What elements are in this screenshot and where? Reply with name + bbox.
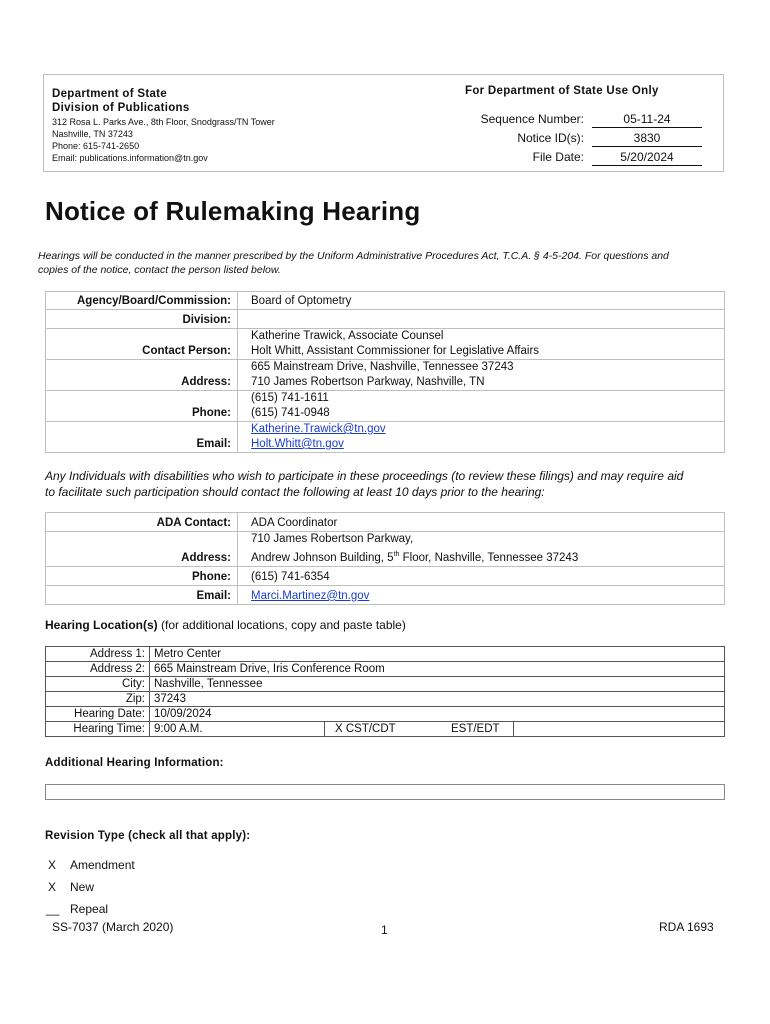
additional-info-field[interactable]: [45, 784, 725, 800]
intro-line-1: Hearings will be conducted in the manner prescribed by the Uniform Administrative Procedures Act, T.C.A. § 4-5-204. For questions and: [38, 250, 669, 262]
publications-header-box: [43, 74, 724, 172]
email-link-1[interactable]: Katherine.Trawick@tn.gov: [251, 423, 386, 435]
dept-email: Email: publications.information@tn.gov: [52, 153, 208, 163]
ada-email-label: Email:: [46, 585, 238, 604]
agency-value: Board of Optometry: [238, 292, 725, 310]
ada-address-line-2: [251, 547, 718, 566]
phone-value: [238, 391, 725, 422]
revision-new[interactable]: [48, 880, 94, 894]
hearing-location-table: [45, 646, 725, 737]
sequence-number-value: 05-11-24: [592, 112, 702, 128]
file-date-label: File Date:: [532, 150, 584, 164]
est-edt-cell: [451, 722, 725, 737]
hearing-date-label: Hearing Date:: [46, 707, 150, 722]
contact-person-1: Katherine Trawick, Associate Counsel: [251, 330, 444, 342]
revision-repeal[interactable]: [46, 902, 108, 916]
revision-amendment[interactable]: [48, 858, 135, 872]
ada-email-row: [46, 585, 725, 604]
division-label: Division:: [46, 310, 238, 329]
revision-repeal-mark: __: [46, 902, 60, 916]
contact-person-row: [46, 329, 725, 360]
hearing-zip-label: Zip:: [46, 692, 150, 707]
hearing-address1-row: [46, 647, 725, 662]
ada-phone-row: [46, 566, 725, 585]
hearing-address1-label: Address 1:: [46, 647, 150, 662]
address-label: Address:: [46, 360, 238, 391]
hearing-city-label: City:: [46, 677, 150, 692]
hearing-location-title: Hearing Location(s): [45, 618, 158, 632]
ada-address-line-1: 710 James Robertson Parkway,: [251, 533, 414, 545]
agency-row: [46, 292, 725, 310]
state-use-only-title: For Department of State Use Only: [465, 85, 659, 97]
ada-phone-label: Phone:: [46, 566, 238, 585]
hearing-time-row: [46, 722, 725, 737]
hearing-address2-row: [46, 662, 725, 677]
page-number: 1: [381, 923, 388, 937]
ada-email-link[interactable]: Marci.Martinez@tn.gov: [251, 589, 370, 602]
additional-info-heading: Additional Hearing Information:: [45, 757, 224, 769]
address-row: [46, 360, 725, 391]
email-value: [238, 422, 725, 453]
email-label: Email:: [46, 422, 238, 453]
hearing-location-heading: [45, 618, 406, 632]
ada-address-row: [46, 532, 725, 567]
hearing-address2-label: Address 2:: [46, 662, 150, 677]
dept-name: Department of State: [52, 88, 167, 100]
dept-city: Nashville, TN 37243: [52, 129, 133, 139]
hearing-address1-value: Metro Center: [150, 647, 725, 662]
ada-email-value: [238, 585, 725, 604]
hearing-zip-row: [46, 692, 725, 707]
phone-line-2: (615) 741-0948: [251, 407, 330, 419]
address-line-1: 665 Mainstream Drive, Nashville, Tennessee 37243: [251, 361, 514, 373]
agency-contact-table: [45, 291, 725, 453]
phone-line-1: (615) 741-1611: [251, 392, 329, 404]
contact-person-label: Contact Person:: [46, 329, 238, 360]
agency-label: Agency/Board/Commission:: [46, 292, 238, 310]
ada-address-part: Andrew Johnson Building, 5: [251, 551, 394, 564]
hearing-date-value: 10/09/2024: [150, 707, 725, 722]
contact-person-2: Holt Whitt, Assistant Commissioner for Legislative Affairs: [251, 345, 540, 357]
ada-contact-row: [46, 513, 725, 532]
revision-new-label: New: [70, 880, 95, 894]
notice-id-label: Notice ID(s):: [517, 131, 584, 145]
hearing-city-value: Nashville, Tennessee: [150, 677, 725, 692]
division-row: [46, 310, 725, 329]
hearing-time-value: 9:00 A.M.: [150, 722, 325, 737]
hearing-address2-value: 665 Mainstream Drive, Iris Conference Room: [150, 662, 725, 677]
dept-address: 312 Rosa L. Parks Ave., 8th Floor, Snodgrass/TN Tower: [52, 117, 275, 127]
ada-address-superscript: th: [393, 551, 400, 558]
revision-amendment-mark: X: [48, 858, 57, 872]
revision-repeal-label: Repeal: [70, 902, 109, 916]
division-name: Division of Publications: [52, 102, 190, 114]
file-date-value: 5/20/2024: [592, 150, 702, 166]
form-id: SS-7037 (March 2020): [52, 920, 174, 934]
cst-cdt-option: X CST/CDT: [325, 722, 502, 737]
ada-address-part-2: Floor, Nashville, Tennessee 37243: [399, 551, 579, 564]
rda-number: RDA 1693: [659, 920, 714, 934]
dept-phone: Phone: 615-741-2650: [52, 141, 140, 151]
hearing-date-row: [46, 707, 725, 722]
est-edt-option: EST/EDT: [451, 722, 514, 736]
revision-new-mark: X: [48, 880, 57, 894]
contact-person-value: [238, 329, 725, 360]
ada-address-label: Address:: [46, 532, 238, 567]
hearing-time-label: Hearing Time:: [46, 722, 150, 737]
ada-intro-line-1: Any Individuals with disabilities who wish to participate in these proceedings (to review these filings) and may require aid: [45, 469, 684, 483]
hearing-zip-value: 37243: [150, 692, 725, 707]
phone-label: Phone:: [46, 391, 238, 422]
hearing-city-row: [46, 677, 725, 692]
ada-contact-label: ADA Contact:: [46, 513, 238, 532]
ada-contact-value: ADA Coordinator: [238, 513, 725, 532]
revision-amendment-label: Amendment: [70, 858, 135, 872]
division-value: [238, 310, 725, 329]
email-link-2[interactable]: Holt.Whitt@tn.gov: [251, 438, 344, 450]
revision-type-heading: Revision Type (check all that apply):: [45, 830, 251, 842]
ada-phone-value: (615) 741-6354: [238, 566, 725, 585]
page-title: Notice of Rulemaking Hearing: [45, 196, 421, 226]
ada-contact-table: [45, 512, 725, 605]
email-row: [46, 422, 725, 453]
ada-address-value: [238, 532, 725, 567]
address-value: [238, 360, 725, 391]
address-line-2: 710 James Robertson Parkway, Nashville, TN: [251, 376, 485, 388]
notice-id-value: 3830: [592, 131, 702, 147]
ada-intro-line-2: to facilitate such participation should contact the following at least 10 days prior to the hearing:: [45, 485, 545, 499]
hearing-location-note: (for additional locations, copy and paste table): [157, 618, 406, 632]
sequence-number-label: Sequence Number:: [480, 112, 584, 126]
intro-line-2: copies of the notice, contact the person listed below.: [38, 264, 281, 276]
phone-row: [46, 391, 725, 422]
